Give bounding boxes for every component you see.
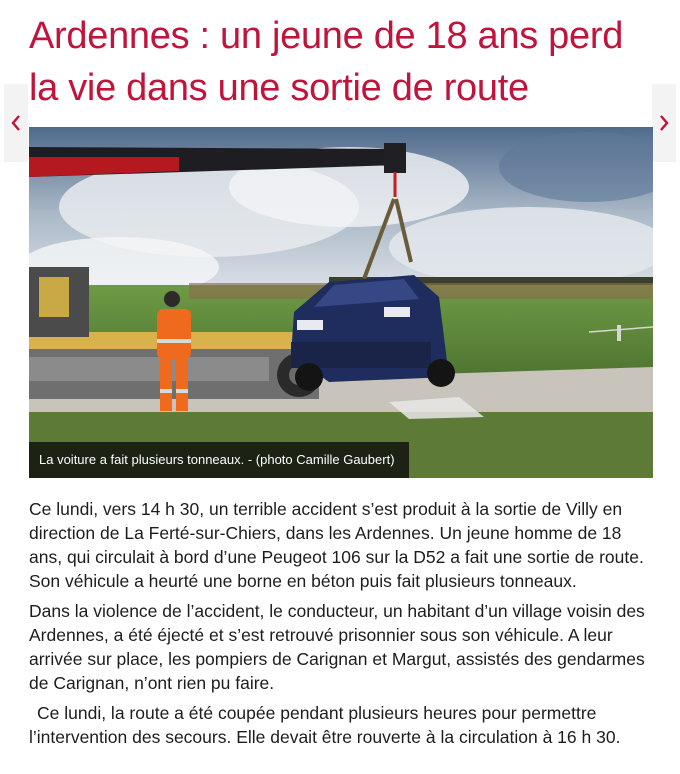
article-paragraph: Ce lundi, la route a été coupée pendant plusieurs heures pour permettre l’intervention des secours. Elle devait être rouverte à la circulation à 16 h 30. [29, 703, 621, 747]
article-title: Ardennes : un jeune de 18 ans perd la vie dans une sortie de route [29, 15, 624, 109]
chevron-right-icon [658, 114, 670, 132]
article-body [29, 497, 654, 755]
article-photo [29, 127, 653, 478]
photo-caption: La voiture a fait plusieurs tonneaux. - (photo Camille Gaubert) [29, 442, 409, 478]
chevron-left-icon [10, 114, 22, 132]
article-paragraph: Dans la violence de l’accident, le conducteur, un habitant d’un village voisin des Ardennes, a été éjecté et s’est retrouvé prisonnier sous son véhicule. A leur arrivée sur place, les pompiers de Carignan et Margut, assistés des gendarmes de Carignan, n’ont rien pu faire. [29, 601, 645, 693]
tow-truck-accident-image [29, 127, 653, 478]
article-paragraph: Ce lundi, vers 14 h 30, un terrible accident s’est produit à la sortie de Villy en direction de La Ferté-sur-Chiers, dans les Ardennes. Un jeune homme de 18 ans, qui circulait à bord d’une Peugeot 106 sur la D52 a fait une sortie de route. Son véhicule a heurté une borne en béton puis fait plusieurs tonneaux. [29, 499, 644, 591]
next-article-button[interactable] [652, 84, 676, 162]
previous-article-button[interactable] [4, 84, 28, 162]
